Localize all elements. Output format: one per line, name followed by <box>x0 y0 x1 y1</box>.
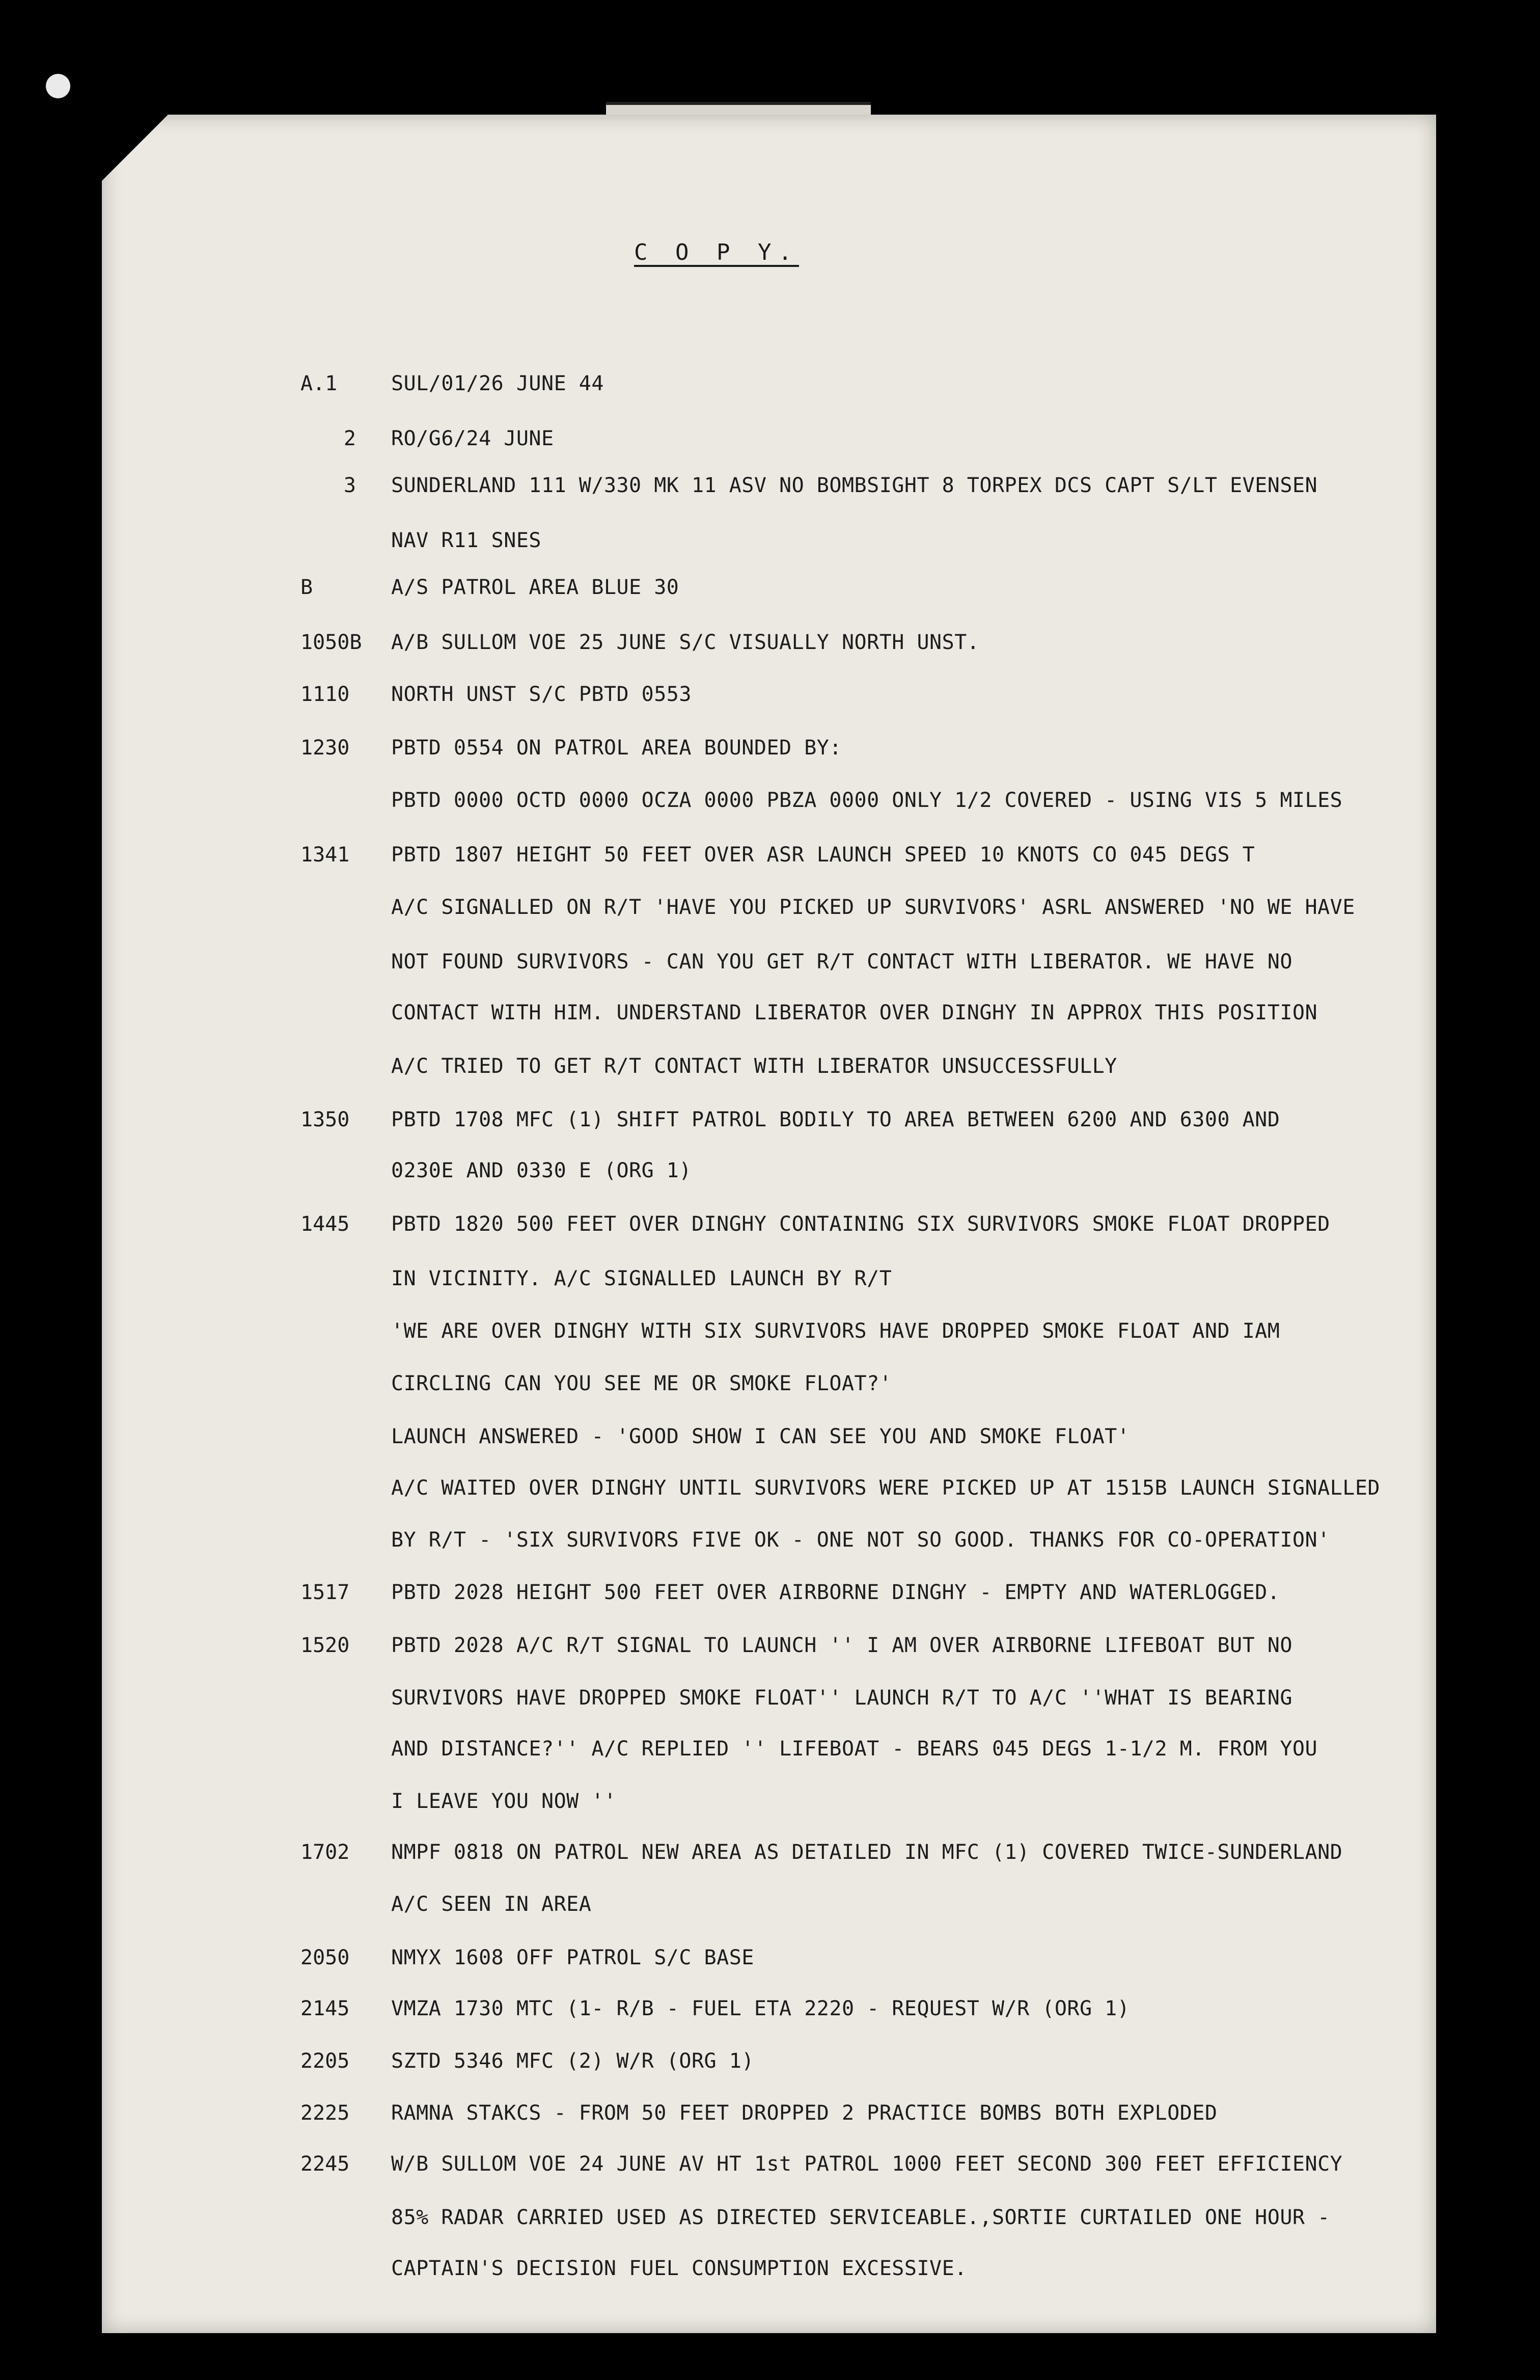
log-line-text: PBTD 2028 A/C R/T SIGNAL TO LAUNCH '' I AM OVER AIRBORNE LIFEBOAT BUT NO <box>391 1634 1292 1657</box>
log-line-text: CAPTAIN'S DECISION FUEL CONSUMPTION EXCESSIVE. <box>391 2257 967 2280</box>
log-line <box>0 529 1540 564</box>
log-line-reference: A.1 <box>300 372 338 395</box>
log-line-text: RO/G6/24 JUNE <box>391 427 554 450</box>
log-line-text: VMZA 1730 MTC (1- R/B - FUEL ETA 2220 - REQUEST W/R (ORG 1) <box>391 1997 1130 2020</box>
log-line-text: A/C SIGNALLED ON R/T 'HAVE YOU PICKED UP SURVIVORS' ASRL ANSWERED 'NO WE HAVE <box>391 896 1355 919</box>
log-line-text: A/C WAITED OVER DINGHY UNTIL SURVIVORS WERE PICKED UP AT 1515B LAUNCH SIGNALLED <box>391 1476 1380 1500</box>
log-line-text: PBTD 0000 OCTD 0000 OCZA 0000 PBZA 0000 ONLY 1/2 COVERED - USING VIS 5 MILES <box>391 789 1343 812</box>
log-line <box>0 1528 1540 1564</box>
log-line <box>0 1372 1540 1408</box>
log-line-text: NOT FOUND SURVIVORS - CAN YOU GET R/T CONTACT WITH LIBERATOR. WE HAVE NO <box>391 950 1292 973</box>
log-line <box>0 1841 1540 1876</box>
log-line-text: NMPF 0818 ON PATROL NEW AREA AS DETAILED IN MFC (1) COVERED TWICE-SUNDERLAND <box>391 1841 1343 1864</box>
log-line-text: A/B SULLOM VOE 25 JUNE S/C VISUALLY NORTH UNST. <box>391 631 980 654</box>
log-line <box>0 843 1540 879</box>
log-line-text: NAV R11 SNES <box>391 529 541 552</box>
log-line-reference: 2145 <box>300 1997 350 2020</box>
log-line-reference: 2205 <box>300 2049 350 2073</box>
log-line <box>0 1001 1540 1037</box>
log-line-reference: B <box>300 576 313 599</box>
log-line-reference: 1702 <box>300 1841 350 1864</box>
log-line-text: NORTH UNST S/C PBTD 0553 <box>391 683 692 706</box>
log-line-text: BY R/T - 'SIX SURVIVORS FIVE OK - ONE NOT SO GOOD. THANKS FOR CO-OPERATION' <box>391 1528 1330 1552</box>
log-line-reference: 2 <box>343 427 356 450</box>
log-line-text: PBTD 0554 ON PATROL AREA BOUNDED BY: <box>391 736 842 760</box>
log-line <box>0 1476 1540 1512</box>
log-line-reference: 1110 <box>300 683 350 706</box>
log-line-reference: 2225 <box>300 2101 350 2125</box>
document-title: C O P Y. <box>634 239 799 265</box>
log-line <box>0 736 1540 772</box>
log-line-text: PBTD 1807 HEIGHT 50 FEET OVER ASR LAUNCH SPEED 10 KNOTS CO 045 DEGS T <box>391 843 1255 867</box>
log-line <box>0 372 1540 408</box>
log-line <box>0 2049 1540 2085</box>
log-line-text: A/C SEEN IN AREA <box>391 1892 592 1916</box>
log-line <box>0 1054 1540 1090</box>
log-line-text: SURVIVORS HAVE DROPPED SMOKE FLOAT'' LAUNCH R/T TO A/C ''WHAT IS BEARING <box>391 1686 1292 1710</box>
log-line <box>0 1946 1540 1982</box>
folded-corner <box>102 115 168 181</box>
log-line-reference: 1050B <box>300 631 362 654</box>
log-line-reference: 1230 <box>300 736 350 760</box>
log-line-reference: 1520 <box>300 1634 350 1657</box>
log-line <box>0 631 1540 666</box>
log-line <box>0 474 1540 509</box>
log-line <box>0 1737 1540 1773</box>
log-line <box>0 1108 1540 1144</box>
log-line-reference: 1517 <box>300 1581 350 1604</box>
log-line <box>0 427 1540 463</box>
punch-hole <box>46 74 70 98</box>
log-line <box>0 950 1540 986</box>
log-line <box>0 1790 1540 1825</box>
log-line <box>0 1159 1540 1195</box>
log-line-text: 'WE ARE OVER DINGHY WITH SIX SURVIVORS HAVE DROPPED SMOKE FLOAT AND IAM <box>391 1319 1280 1343</box>
log-line-text: SUNDERLAND 111 W/330 MK 11 ASV NO BOMBSIGHT 8 TORPEX DCS CAPT S/LT EVENSEN <box>391 474 1318 497</box>
log-line-reference: 1350 <box>300 1108 350 1131</box>
log-line <box>0 683 1540 718</box>
log-line <box>0 1581 1540 1616</box>
log-line <box>0 1267 1540 1303</box>
log-line <box>0 1997 1540 2033</box>
log-line-reference: 3 <box>343 474 356 497</box>
log-line-text: PBTD 1708 MFC (1) SHIFT PATROL BODILY TO AREA BETWEEN 6200 AND 6300 AND <box>391 1108 1280 1131</box>
log-line-text: RAMNA STAKCS - FROM 50 FEET DROPPED 2 PRACTICE BOMBS BOTH EXPLODED <box>391 2101 1218 2125</box>
log-line-text: SUL/01/26 JUNE 44 <box>391 372 604 395</box>
log-line-reference: 2245 <box>300 2152 350 2176</box>
log-line <box>0 1212 1540 1248</box>
log-line-reference: 2050 <box>300 1946 350 1969</box>
log-line-text: PBTD 1820 500 FEET OVER DINGHY CONTAINING SIX SURVIVORS SMOKE FLOAT DROPPED <box>391 1212 1330 1236</box>
log-line-text: SZTD 5346 MFC (2) W/R (ORG 1) <box>391 2049 754 2073</box>
log-line-text: CIRCLING CAN YOU SEE ME OR SMOKE FLOAT?' <box>391 1372 892 1395</box>
log-line-reference: 1445 <box>300 1212 350 1236</box>
log-line-text: CONTACT WITH HIM. UNDERSTAND LIBERATOR OVER DINGHY IN APPROX THIS POSITION <box>391 1001 1318 1024</box>
log-line-text: I LEAVE YOU NOW '' <box>391 1790 617 1813</box>
log-line <box>0 2101 1540 2137</box>
log-line <box>0 1686 1540 1722</box>
log-line-text: IN VICINITY. A/C SIGNALLED LAUNCH BY R/T <box>391 1267 892 1290</box>
log-line-text: AND DISTANCE?'' A/C REPLIED '' LIFEBOAT - BEARS 045 DEGS 1-1/2 M. FROM YOU <box>391 1737 1318 1761</box>
log-line <box>0 576 1540 611</box>
log-line <box>0 896 1540 931</box>
log-line <box>0 1425 1540 1461</box>
log-line-text: W/B SULLOM VOE 24 JUNE AV HT 1st PATROL 1000 FEET SECOND 300 FEET EFFICIENCY <box>391 2152 1343 2176</box>
log-line-text: 0230E AND 0330 E (ORG 1) <box>391 1159 692 1182</box>
log-line <box>0 1892 1540 1928</box>
log-line <box>0 1319 1540 1355</box>
log-line-text: A/C TRIED TO GET R/T CONTACT WITH LIBERATOR UNSUCCESSFULLY <box>391 1054 1117 1078</box>
log-line <box>0 789 1540 824</box>
log-line <box>0 2257 1540 2292</box>
log-line-reference: 1341 <box>300 843 350 867</box>
log-line <box>0 1634 1540 1669</box>
log-line-text: NMYX 1608 OFF PATROL S/C BASE <box>391 1946 754 1969</box>
log-line-text: LAUNCH ANSWERED - 'GOOD SHOW I CAN SEE YOU AND SMOKE FLOAT' <box>391 1425 1130 1448</box>
log-line-text: 85% RADAR CARRIED USED AS DIRECTED SERVICEABLE.,SORTIE CURTAILED ONE HOUR - <box>391 2206 1330 2229</box>
log-line-text: A/S PATROL AREA BLUE 30 <box>391 576 679 599</box>
log-line <box>0 2206 1540 2241</box>
log-line <box>0 2152 1540 2188</box>
log-line-text: PBTD 2028 HEIGHT 500 FEET OVER AIRBORNE DINGHY - EMPTY AND WATERLOGGED. <box>391 1581 1280 1604</box>
